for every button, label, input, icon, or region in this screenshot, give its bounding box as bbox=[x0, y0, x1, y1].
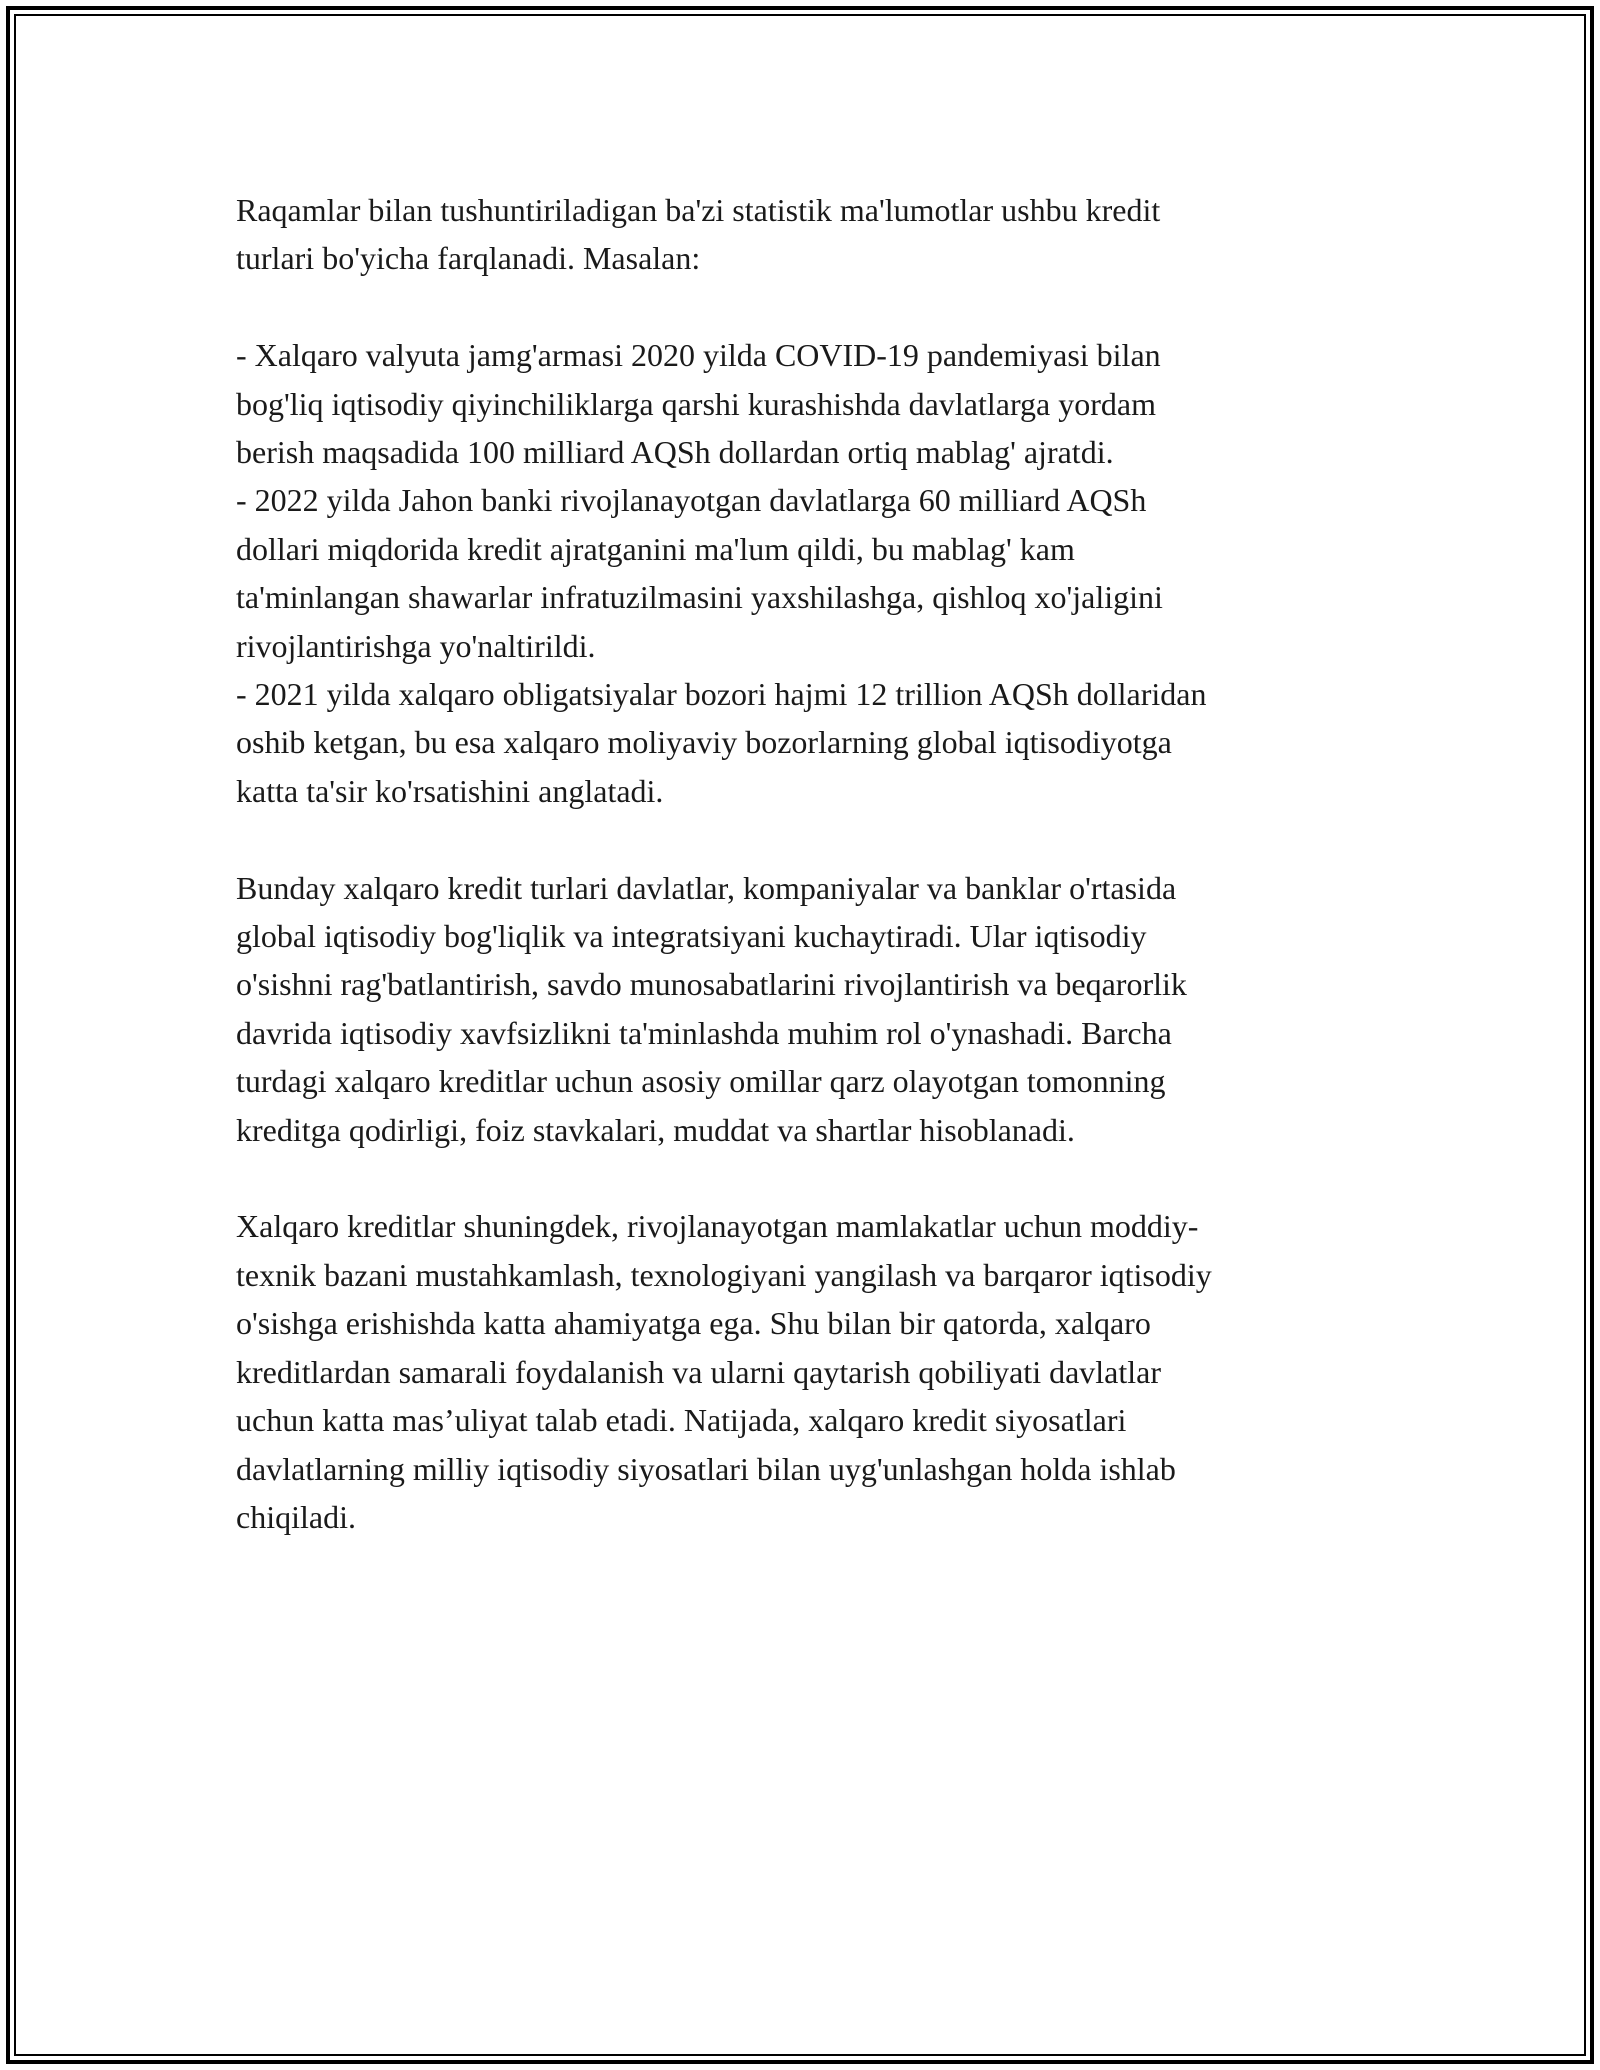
text-line: o'sishga erishishda katta ahamiyatga ega. Shu bilan bir qatorda, xalqaro bbox=[236, 1305, 1151, 1342]
paragraph-gap bbox=[236, 815, 1366, 863]
text-line: katta ta'sir ko'rsatishini anglatadi. bbox=[236, 772, 664, 809]
text-line: ta'minlangan shawarlar infratuzilmasini yaxshilashga, qishloq xo'jaligini bbox=[236, 579, 1163, 616]
text-line: davlatlarning milliy iqtisodiy siyosatlari bilan uyg'unlashgan holda ishlab bbox=[236, 1450, 1176, 1487]
text-line: turdagi xalqaro kreditlar uchun asosiy omillar qarz olayotgan tomonning bbox=[236, 1063, 1166, 1100]
text-line: turlari bo'yicha farqlanadi. Masalan: bbox=[236, 240, 701, 277]
paragraph-gap bbox=[236, 283, 1366, 331]
text-line: Bunday xalqaro kredit turlari davlatlar, kompaniyalar va banklar o'rtasida bbox=[236, 869, 1177, 906]
text-line: chiqiladi. bbox=[236, 1498, 356, 1535]
text-line: o'sishni rag'batlantirish, savdo munosabatlarini rivojlantirish va beqarorlik bbox=[236, 966, 1187, 1003]
text-line: texnik bazani mustahkamlash, texnologiyani yangilash va barqaror iqtisodiy bbox=[236, 1256, 1212, 1293]
text-line: global iqtisodiy bog'liqlik va integratsiyani kuchaytiradi. Ular iqtisodiy bbox=[236, 918, 1147, 955]
text-line: oshib ketgan, bu esa xalqaro moliyaviy bozorlarning global iqtisodiyotga bbox=[236, 724, 1172, 761]
text-line: kreditga qodirligi, foiz stavkalari, muddat va shartlar hisoblanadi. bbox=[236, 1111, 1075, 1148]
text-line: rivojlantirishga yo'naltirildi. bbox=[236, 627, 596, 664]
paragraph-gap bbox=[236, 1154, 1366, 1202]
text-line: bog'liq iqtisodiy qiyinchiliklarga qarshi kurashishda davlatlarga yordam bbox=[236, 385, 1156, 422]
document-body bbox=[236, 186, 1366, 1541]
text-line: berish maqsadida 100 milliard AQSh dollardan ortiq mablag' ajratdi. bbox=[236, 434, 1114, 471]
text-line: - Xalqaro valyuta jamg'armasi 2020 yilda COVID-19 pandemiyasi bilan bbox=[236, 337, 1161, 374]
text-line: kreditlardan samarali foydalanish va ularni qaytarish qobiliyati davlatlar bbox=[236, 1353, 1162, 1390]
text-line: - 2021 yilda xalqaro obligatsiyalar bozori hajmi 12 trillion AQSh dollaridan bbox=[236, 676, 1207, 713]
text-line: uchun katta mas’uliyat talab etadi. Natijada, xalqaro kredit siyosatlari bbox=[236, 1402, 1127, 1439]
text-line: Raqamlar bilan tushuntiriladigan ba'zi statistik ma'lumotlar ushbu kredit bbox=[236, 192, 1161, 228]
text-line: davrida iqtisodiy xavfsizlikni ta'minlashda muhim rol o'ynashadi. Barcha bbox=[236, 1014, 1172, 1051]
text-line: - 2022 yilda Jahon banki rivojlanayotgan davlatlarga 60 milliard AQSh bbox=[236, 482, 1147, 519]
text-line: dollari miqdorida kredit ajratganini ma'lum qildi, bu mablag' kam bbox=[236, 530, 1075, 567]
text-line: Xalqaro kreditlar shuningdek, rivojlanayotgan mamlakatlar uchun moddiy- bbox=[236, 1208, 1199, 1245]
